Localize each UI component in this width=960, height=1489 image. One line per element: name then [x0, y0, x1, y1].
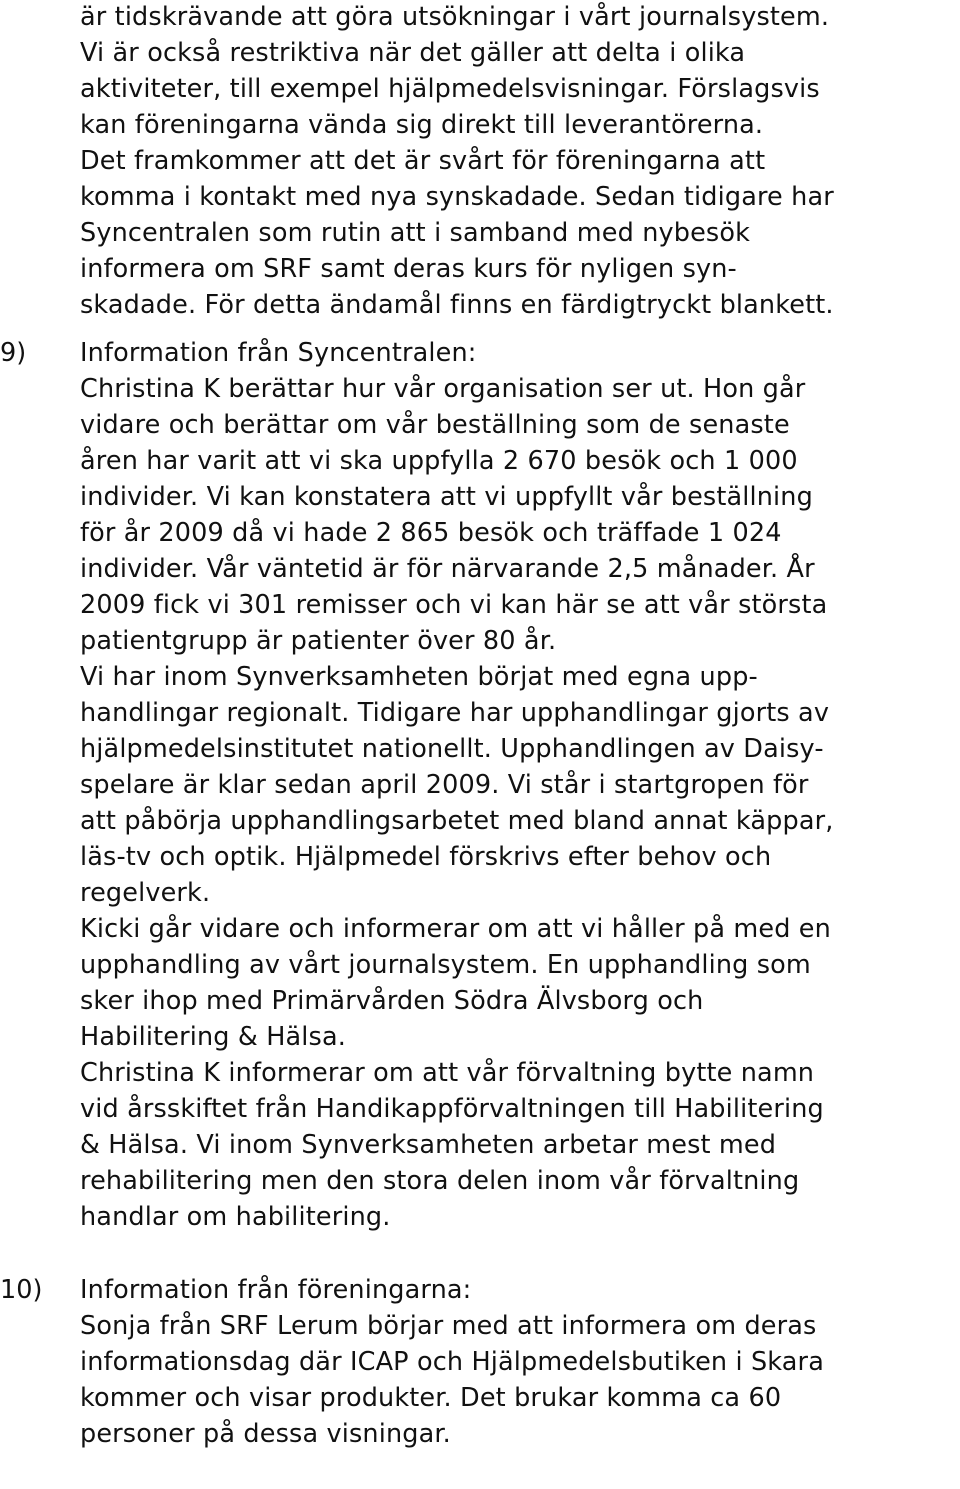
section-9-line-9: Vi har inom Synverksamheten börjat med egna upp-: [80, 662, 758, 692]
section-9-line-16: Kicki går vidare och informerar om att vi håller på med en: [80, 914, 831, 944]
intro-line-5: Det framkommer att det är svårt för föreningarna att: [80, 146, 766, 176]
section-10-line-1: Sonja från SRF Lerum börjar med att informera om deras: [80, 1311, 817, 1341]
section-9-line-10: handlingar regionalt. Tidigare har upphandlingar gjorts av: [80, 698, 830, 728]
section-9-number: 9): [0, 338, 27, 368]
section-10-line-4: personer på dessa visningar.: [80, 1419, 451, 1449]
intro-line-9: skadade. För detta ändamål finns en färdigtryckt blankett.: [80, 290, 834, 320]
section-9-line-14: läs-tv och optik. Hjälpmedel förskrivs efter behov och: [80, 842, 772, 872]
section-9-line-17: upphandling av vårt journalsystem. En upphandling som: [80, 950, 811, 980]
section-10-line-3: kommer och visar produkter. Det brukar komma ca 60: [80, 1383, 782, 1413]
section-10-heading: Information från föreningarna:: [80, 1275, 472, 1305]
intro-line-1: är tidskrävande att göra utsökningar i vårt journalsystem.: [80, 2, 830, 32]
intro-line-8: informera om SRF samt deras kurs för nyligen syn-: [80, 254, 737, 284]
section-9-line-4: individer. Vi kan konstatera att vi uppfyllt vår beställning: [80, 482, 813, 512]
intro-line-7: Syncentralen som rutin att i samband med nybesök: [80, 218, 751, 248]
section-9-line-2: vidare och berättar om vår beställning som de senaste: [80, 410, 790, 440]
section-9-line-11: hjälpmedelsinstitutet nationellt. Upphandlingen av Daisy-: [80, 734, 824, 764]
section-10-line-2: informationsdag där ICAP och Hjälpmedelsbutiken i Skara: [80, 1347, 824, 1377]
section-9-line-5: för år 2009 då vi hade 2 865 besök och träffade 1 024: [80, 518, 782, 548]
section-9-line-20: Christina K informerar om att vår förvaltning bytte namn: [80, 1058, 815, 1088]
section-9-line-24: handlar om habilitering.: [80, 1202, 391, 1232]
intro-line-6: komma i kontakt med nya synskadade. Sedan tidigare har: [80, 182, 834, 212]
section-9-line-19: Habilitering & Hälsa.: [80, 1022, 346, 1052]
section-9-heading: Information från Syncentralen:: [80, 338, 477, 368]
section-9-line-22: & Hälsa. Vi inom Synverksamheten arbetar mest med: [80, 1130, 777, 1160]
intro-line-4: kan föreningarna vända sig direkt till leverantörerna.: [80, 110, 764, 140]
section-9-line-3: åren har varit att vi ska uppfylla 2 670 besök och 1 000: [80, 446, 798, 476]
section-9-line-21: vid årsskiftet från Handikappförvaltningen till Habilitering: [80, 1094, 824, 1124]
section-9-line-6: individer. Vår väntetid är för närvarande 2,5 månader. År: [80, 554, 815, 584]
section-9-line-1: Christina K berättar hur vår organisation ser ut. Hon går: [80, 374, 806, 404]
section-9-line-13: att påbörja upphandlingsarbetet med bland annat käppar,: [80, 806, 834, 836]
section-9-line-8: patientgrupp är patienter över 80 år.: [80, 626, 557, 656]
section-9-line-7: 2009 fick vi 301 remisser och vi kan här se att vår största: [80, 590, 828, 620]
section-9-line-23: rehabilitering men den stora delen inom vår förvaltning: [80, 1166, 800, 1196]
section-9-line-12: spelare är klar sedan april 2009. Vi står i startgropen för: [80, 770, 809, 800]
intro-line-2: Vi är också restriktiva när det gäller att delta i olika: [80, 38, 746, 68]
section-10-number: 10): [0, 1275, 43, 1305]
section-9-line-18: sker ihop med Primärvården Södra Älvsborg och: [80, 986, 704, 1016]
intro-line-3: aktiviteter, till exempel hjälpmedelsvisningar. Förslagsvis: [80, 74, 820, 104]
section-9-line-15: regelverk.: [80, 878, 211, 908]
